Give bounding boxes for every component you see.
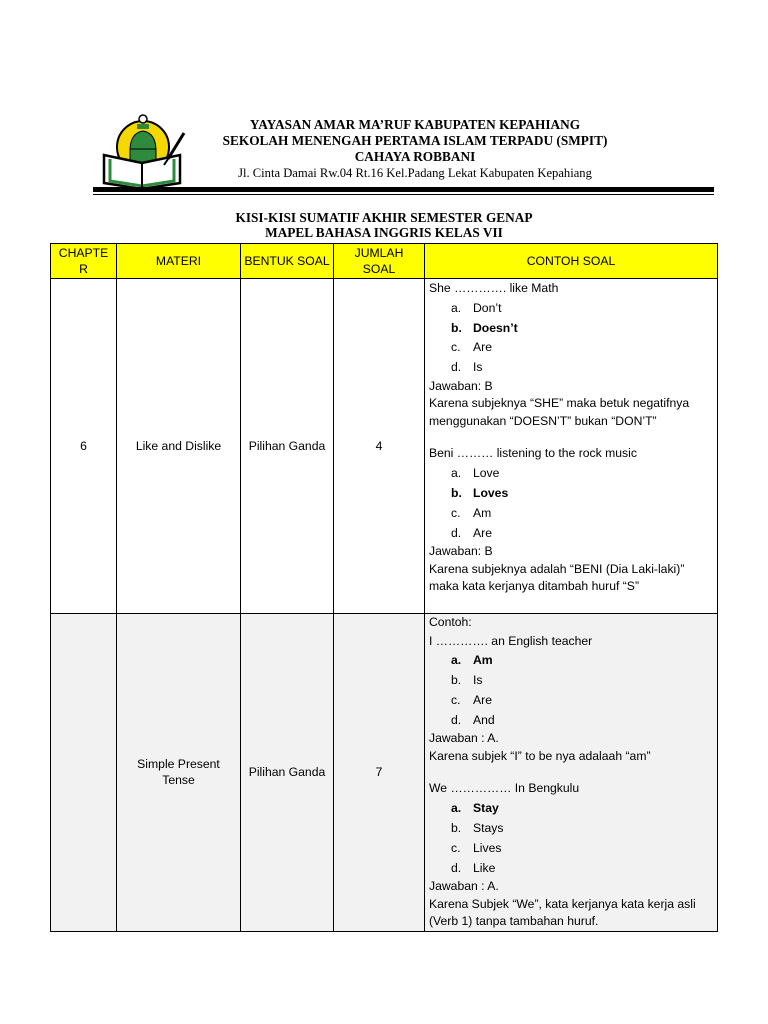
foundation-name: YAYASAN AMAR MA’RUF KABUPATEN KEPAHIANG [249, 117, 581, 132]
option-item: c. Are [451, 340, 492, 355]
header-rule-thick [93, 187, 714, 192]
explanation-text: Karena Subjek “We”, kata kerjanya kata kerja asli [429, 896, 696, 911]
question-text: She …………. like Math [429, 281, 559, 295]
materi-cell: Simple Present Tense [117, 614, 241, 932]
option-item: a. Don’t [451, 300, 502, 315]
table-row [51, 279, 718, 614]
table-header-row [51, 244, 718, 279]
chapter-cell [51, 614, 117, 932]
question-text: Beni ……… listening to the rock music [429, 446, 637, 461]
answer-text: Jawaban : A. [429, 731, 499, 746]
school-subname: CAHAYA ROBBANI [354, 149, 476, 164]
option-item: d. And [451, 712, 495, 727]
option-item-correct: a. Am [451, 653, 493, 668]
option-item-correct: a. Stay [451, 801, 499, 816]
contoh-cell [425, 614, 718, 932]
explanation-text: menggunakan “DOESN’T” bukan “DON’T” [429, 413, 657, 428]
explanation-text: Karena subjeknya “SHE” maka betuk negatifnya [429, 396, 690, 411]
option-item: c. Are [451, 692, 492, 707]
answer-text: Jawaban: B [429, 544, 493, 559]
table-row [51, 614, 718, 932]
answer-text: Jawaban : A. [429, 879, 499, 894]
title-line-2: MAPEL BAHASA INGGRIS KELAS VII [265, 225, 503, 240]
materi-cell: Like and Dislike [117, 279, 241, 614]
option-item: b. Stays [451, 821, 504, 836]
header-bentuk-soal: BENTUK SOAL [241, 244, 334, 279]
header-rule-thin [93, 194, 714, 195]
jumlah-cell: 4 [334, 279, 425, 614]
bentuk-cell: Pilihan Ganda [241, 614, 334, 932]
question-text: We …………… In Bengkulu [429, 781, 580, 796]
option-item-correct: b. Loves [451, 486, 509, 501]
school-address: Jl. Cinta Damai Rw.04 Rt.16 Kel.Padang Lekat Kabupaten Kepahiang [238, 166, 592, 180]
header-chapter: CHAPTE R [51, 244, 117, 279]
chapter-cell: 6 [51, 279, 117, 614]
answer-text: Jawaban: B [429, 378, 493, 393]
contoh-cell [425, 279, 718, 614]
jumlah-cell: 7 [334, 614, 425, 932]
option-item: a. Love [451, 466, 500, 481]
question-text: I …………. an English teacher [429, 633, 593, 648]
header-materi: MATERI [117, 244, 241, 279]
grid-table [50, 243, 718, 932]
intro-text: Contoh: [429, 615, 472, 629]
option-item-correct: b. Doesn’t [451, 320, 518, 335]
explanation-text: Karena subjeknya adalah “BENI (Dia Laki-laki)” [429, 561, 685, 576]
option-item: d. Is [451, 360, 483, 375]
school-name: SEKOLAH MENENGAH PERTAMA ISLAM TERPADU (SMPIT) [222, 133, 608, 148]
option-item: b. Is [451, 673, 483, 688]
letterhead-title [190, 117, 640, 165]
bentuk-cell: Pilihan Ganda [241, 279, 334, 614]
explanation-text: maka kata kerjanya ditambah huruf “S” [429, 579, 639, 594]
option-item: c. Am [451, 505, 492, 520]
school-logo-icon [100, 111, 186, 191]
option-item: d. Are [451, 525, 492, 540]
header-contoh-soal: CONTOH SOAL [425, 244, 718, 279]
explanation-text: Karena subjek “I” to be nya adalaah “am” [429, 748, 651, 763]
letterhead [95, 108, 715, 196]
document-title [60, 210, 708, 240]
option-item: d. Like [451, 860, 496, 875]
header-jumlah-soal: JUMLAH SOAL [334, 244, 425, 279]
option-item: c. Lives [451, 840, 502, 855]
title-line-1: KISI-KISI SUMATIF AKHIR SEMESTER GENAP [235, 210, 533, 225]
explanation-text: (Verb 1) tanpa tambahan huruf. [429, 914, 599, 929]
